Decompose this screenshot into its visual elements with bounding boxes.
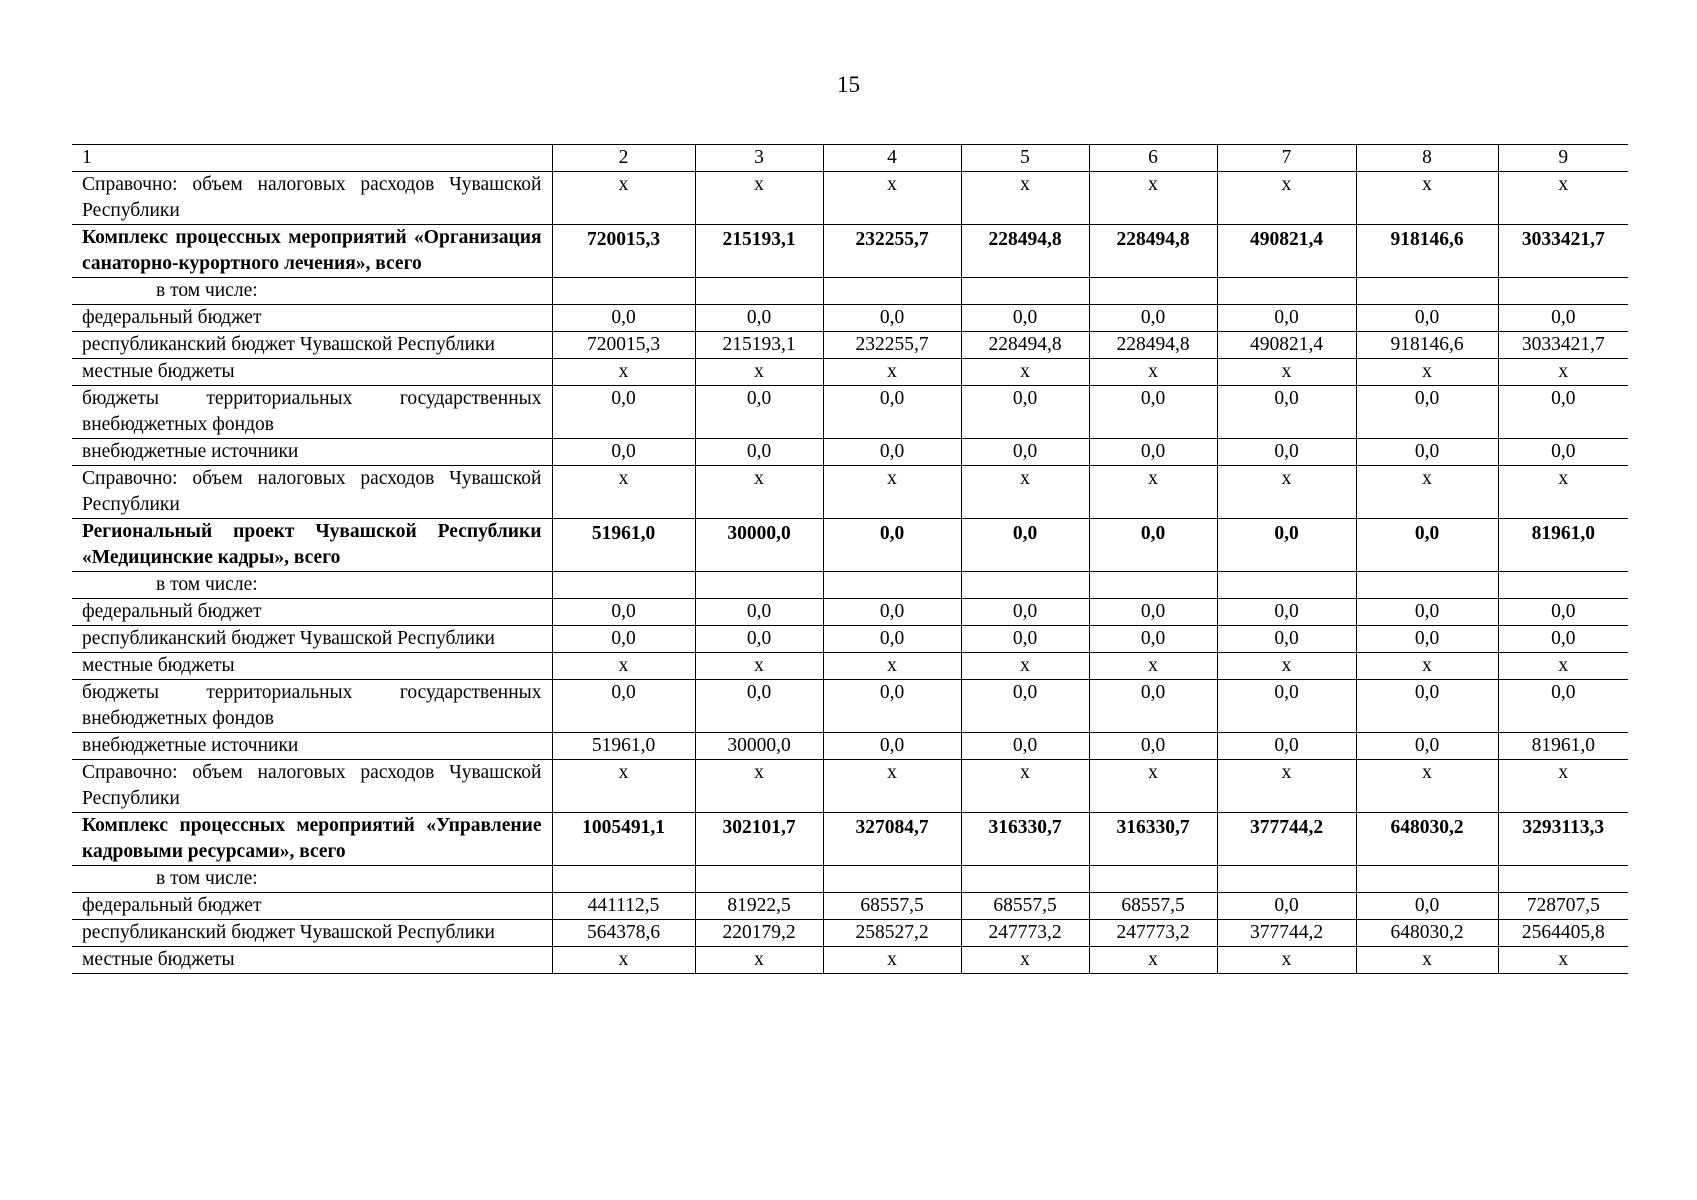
value-cell: x (695, 947, 823, 974)
value-cell: 0,0 (552, 599, 695, 626)
row-label: местные бюджеты (72, 947, 552, 974)
value-cell: 0,0 (823, 386, 961, 439)
table-row (72, 760, 1628, 813)
row-label: в том числе: (72, 572, 552, 599)
table-row (72, 172, 1628, 225)
value-cell: x (1089, 359, 1217, 386)
value-cell: 0,0 (1217, 386, 1356, 439)
value-cell: 0,0 (695, 305, 823, 332)
value-cell: x (961, 947, 1089, 974)
value-cell: x (1498, 760, 1628, 813)
value-cell: 0,0 (823, 305, 961, 332)
value-cell: x (695, 359, 823, 386)
value-cell (1356, 866, 1498, 893)
value-cell: x (1089, 466, 1217, 519)
value-cell: x (1089, 172, 1217, 225)
value-cell: 0,0 (1498, 305, 1628, 332)
value-cell: 0,0 (1356, 599, 1498, 626)
value-cell: 228494,8 (961, 225, 1089, 278)
row-label: Комплекс процессных мероприятий «Организация санаторно-курортного лечения», всего (72, 225, 552, 278)
value-cell: x (695, 760, 823, 813)
row-label: Справочно: объем налоговых расходов Чувашской Республики (72, 466, 552, 519)
value-cell (1089, 278, 1217, 305)
value-cell: 0,0 (695, 439, 823, 466)
value-cell: 0,0 (552, 305, 695, 332)
value-cell: 377744,2 (1217, 920, 1356, 947)
value-cell: 30000,0 (695, 733, 823, 760)
value-cell: 0,0 (823, 680, 961, 733)
value-cell: 228494,8 (961, 332, 1089, 359)
header-cell: 8 (1356, 145, 1498, 172)
value-cell: 0,0 (1089, 626, 1217, 653)
table-row (72, 225, 1628, 278)
value-cell (1217, 866, 1356, 893)
value-cell (823, 866, 961, 893)
value-cell: 81922,5 (695, 893, 823, 920)
value-cell: 0,0 (961, 305, 1089, 332)
value-cell: 0,0 (961, 599, 1089, 626)
value-cell: 0,0 (1356, 893, 1498, 920)
value-cell: x (695, 653, 823, 680)
value-cell (1498, 866, 1628, 893)
value-cell: 51961,0 (552, 733, 695, 760)
value-cell: 0,0 (1217, 626, 1356, 653)
value-cell: x (552, 760, 695, 813)
value-cell (695, 278, 823, 305)
value-cell: 0,0 (1217, 893, 1356, 920)
value-cell: 0,0 (695, 599, 823, 626)
value-cell: 0,0 (1356, 519, 1498, 572)
value-cell: x (1498, 359, 1628, 386)
value-cell: 0,0 (961, 733, 1089, 760)
value-cell (552, 866, 695, 893)
value-cell: 0,0 (1217, 599, 1356, 626)
header-cell: 4 (823, 145, 961, 172)
value-cell: 564378,6 (552, 920, 695, 947)
value-cell: x (1217, 466, 1356, 519)
value-cell: 0,0 (1356, 626, 1498, 653)
value-cell (961, 866, 1089, 893)
value-cell: 0,0 (1089, 519, 1217, 572)
value-cell: 0,0 (1089, 680, 1217, 733)
value-cell: 232255,7 (823, 225, 961, 278)
value-cell: x (823, 947, 961, 974)
value-cell: x (1498, 172, 1628, 225)
value-cell: x (695, 172, 823, 225)
value-cell: 0,0 (961, 439, 1089, 466)
value-cell: 0,0 (823, 519, 961, 572)
value-cell: 441112,5 (552, 893, 695, 920)
value-cell: 3033421,7 (1498, 225, 1628, 278)
value-cell: x (1356, 172, 1498, 225)
table-row (72, 386, 1628, 439)
table-row (72, 305, 1628, 332)
value-cell: x (1217, 760, 1356, 813)
value-cell: x (1498, 947, 1628, 974)
value-cell: 0,0 (1217, 519, 1356, 572)
table-row (72, 466, 1628, 519)
value-cell (961, 278, 1089, 305)
value-cell: 0,0 (961, 386, 1089, 439)
value-cell: 247773,2 (961, 920, 1089, 947)
value-cell (1498, 278, 1628, 305)
value-cell: 918146,6 (1356, 225, 1498, 278)
value-cell: 0,0 (1217, 305, 1356, 332)
value-cell: 0,0 (1089, 386, 1217, 439)
value-cell: x (1356, 466, 1498, 519)
value-cell (1356, 572, 1498, 599)
value-cell: x (695, 466, 823, 519)
value-cell: 0,0 (552, 386, 695, 439)
value-cell: 51961,0 (552, 519, 695, 572)
value-cell: x (1089, 653, 1217, 680)
value-cell: x (961, 760, 1089, 813)
value-cell: 3033421,7 (1498, 332, 1628, 359)
value-cell: x (1089, 947, 1217, 974)
value-cell: x (1217, 172, 1356, 225)
table-row (72, 278, 1628, 305)
table-row (72, 680, 1628, 733)
table-row (72, 626, 1628, 653)
value-cell: x (552, 359, 695, 386)
value-cell (1498, 572, 1628, 599)
value-cell: 220179,2 (695, 920, 823, 947)
value-cell: 0,0 (1089, 599, 1217, 626)
table-body (72, 145, 1628, 974)
row-label: в том числе: (72, 278, 552, 305)
table-row (72, 866, 1628, 893)
header-cell: 9 (1498, 145, 1628, 172)
value-cell: 30000,0 (695, 519, 823, 572)
value-cell: 0,0 (552, 439, 695, 466)
table-row (72, 920, 1628, 947)
value-cell: 1005491,1 (552, 813, 695, 866)
value-cell: 0,0 (552, 680, 695, 733)
value-cell: x (961, 359, 1089, 386)
row-label: республиканский бюджет Чувашской Республики (72, 920, 552, 947)
value-cell: 81961,0 (1498, 733, 1628, 760)
value-cell: 0,0 (1217, 439, 1356, 466)
value-cell: x (1498, 653, 1628, 680)
value-cell (1356, 278, 1498, 305)
value-cell (552, 572, 695, 599)
value-cell: 728707,5 (1498, 893, 1628, 920)
row-label: внебюджетные источники (72, 439, 552, 466)
row-label: местные бюджеты (72, 359, 552, 386)
value-cell (823, 572, 961, 599)
value-cell: 228494,8 (1089, 332, 1217, 359)
table-row (72, 359, 1628, 386)
value-cell: x (823, 760, 961, 813)
value-cell: 720015,3 (552, 332, 695, 359)
value-cell: 0,0 (823, 626, 961, 653)
value-cell: x (1217, 359, 1356, 386)
value-cell: 0,0 (552, 626, 695, 653)
value-cell: 68557,5 (823, 893, 961, 920)
value-cell (961, 572, 1089, 599)
value-cell (695, 572, 823, 599)
value-cell (552, 278, 695, 305)
value-cell: 490821,4 (1217, 225, 1356, 278)
value-cell: x (823, 172, 961, 225)
header-row (72, 145, 1628, 172)
table-row (72, 599, 1628, 626)
value-cell: 228494,8 (1089, 225, 1217, 278)
row-label: бюджеты территориальных государственных внебюджетных фондов (72, 386, 552, 439)
value-cell: 0,0 (961, 626, 1089, 653)
value-cell: x (823, 466, 961, 519)
row-label: Справочно: объем налоговых расходов Чувашской Республики (72, 172, 552, 225)
value-cell: x (1356, 359, 1498, 386)
budget-table (72, 144, 1628, 974)
value-cell: 0,0 (1498, 439, 1628, 466)
value-cell: 302101,7 (695, 813, 823, 866)
row-label: Комплекс процессных мероприятий «Управление кадровыми ресурсами», всего (72, 813, 552, 866)
value-cell: x (1498, 466, 1628, 519)
row-label: республиканский бюджет Чувашской Республики (72, 626, 552, 653)
value-cell: x (961, 172, 1089, 225)
value-cell: x (1356, 947, 1498, 974)
value-cell: 0,0 (1498, 680, 1628, 733)
value-cell: 0,0 (1217, 733, 1356, 760)
value-cell: 0,0 (1498, 386, 1628, 439)
value-cell: x (961, 653, 1089, 680)
value-cell: 3293113,3 (1498, 813, 1628, 866)
value-cell: 0,0 (1089, 305, 1217, 332)
page-number: 15 (837, 72, 860, 97)
header-cell: 7 (1217, 145, 1356, 172)
table-row (72, 813, 1628, 866)
value-cell: x (552, 947, 695, 974)
value-cell: 720015,3 (552, 225, 695, 278)
value-cell: x (552, 466, 695, 519)
value-cell: 327084,7 (823, 813, 961, 866)
value-cell: 0,0 (1498, 599, 1628, 626)
value-cell: 0,0 (1217, 680, 1356, 733)
value-cell (695, 866, 823, 893)
value-cell: 0,0 (823, 599, 961, 626)
value-cell (1217, 572, 1356, 599)
value-cell: 215193,1 (695, 225, 823, 278)
value-cell: 490821,4 (1217, 332, 1356, 359)
value-cell: 215193,1 (695, 332, 823, 359)
row-label: федеральный бюджет (72, 599, 552, 626)
value-cell: 316330,7 (1089, 813, 1217, 866)
row-label: федеральный бюджет (72, 305, 552, 332)
table-row (72, 653, 1628, 680)
value-cell: 81961,0 (1498, 519, 1628, 572)
value-cell: 0,0 (1356, 386, 1498, 439)
value-cell: 0,0 (695, 386, 823, 439)
row-label: бюджеты территориальных государственных внебюджетных фондов (72, 680, 552, 733)
value-cell: 0,0 (1356, 733, 1498, 760)
value-cell: 247773,2 (1089, 920, 1217, 947)
table-row (72, 733, 1628, 760)
value-cell: 0,0 (823, 733, 961, 760)
header-cell: 6 (1089, 145, 1217, 172)
table-row (72, 947, 1628, 974)
value-cell: 0,0 (961, 519, 1089, 572)
value-cell: 0,0 (695, 680, 823, 733)
row-label: федеральный бюджет (72, 893, 552, 920)
value-cell: 0,0 (1356, 305, 1498, 332)
value-cell (1089, 866, 1217, 893)
value-cell: x (1217, 653, 1356, 680)
value-cell: 0,0 (1356, 439, 1498, 466)
header-cell: 2 (552, 145, 695, 172)
value-cell: 316330,7 (961, 813, 1089, 866)
value-cell (1089, 572, 1217, 599)
value-cell: x (961, 466, 1089, 519)
header-cell: 1 (72, 145, 552, 172)
value-cell: 0,0 (961, 680, 1089, 733)
row-label: Справочно: объем налоговых расходов Чувашской Республики (72, 760, 552, 813)
row-label: республиканский бюджет Чувашской Республики (72, 332, 552, 359)
row-label: местные бюджеты (72, 653, 552, 680)
value-cell: 648030,2 (1356, 920, 1498, 947)
value-cell: x (1217, 947, 1356, 974)
value-cell: 68557,5 (961, 893, 1089, 920)
value-cell: 0,0 (1498, 626, 1628, 653)
value-cell: x (552, 172, 695, 225)
header-cell: 3 (695, 145, 823, 172)
value-cell: 648030,2 (1356, 813, 1498, 866)
row-label: внебюджетные источники (72, 733, 552, 760)
table-row (72, 332, 1628, 359)
value-cell: 0,0 (1089, 439, 1217, 466)
value-cell: x (1356, 653, 1498, 680)
value-cell: 918146,6 (1356, 332, 1498, 359)
value-cell: x (823, 359, 961, 386)
row-label: Региональный проект Чувашской Республики «Медицинские кадры», всего (72, 519, 552, 572)
value-cell: 2564405,8 (1498, 920, 1628, 947)
value-cell: 68557,5 (1089, 893, 1217, 920)
row-label: в том числе: (72, 866, 552, 893)
value-cell: x (552, 653, 695, 680)
value-cell: x (823, 653, 961, 680)
table-row (72, 519, 1628, 572)
value-cell (1217, 278, 1356, 305)
table-row (72, 439, 1628, 466)
header-cell: 5 (961, 145, 1089, 172)
value-cell: 0,0 (1089, 733, 1217, 760)
value-cell: 0,0 (823, 439, 961, 466)
value-cell: 0,0 (695, 626, 823, 653)
value-cell: x (1089, 760, 1217, 813)
value-cell: x (1356, 760, 1498, 813)
value-cell: 232255,7 (823, 332, 961, 359)
value-cell (823, 278, 961, 305)
value-cell: 0,0 (1356, 680, 1498, 733)
value-cell: 377744,2 (1217, 813, 1356, 866)
table-row (72, 893, 1628, 920)
table-row (72, 572, 1628, 599)
value-cell: 258527,2 (823, 920, 961, 947)
